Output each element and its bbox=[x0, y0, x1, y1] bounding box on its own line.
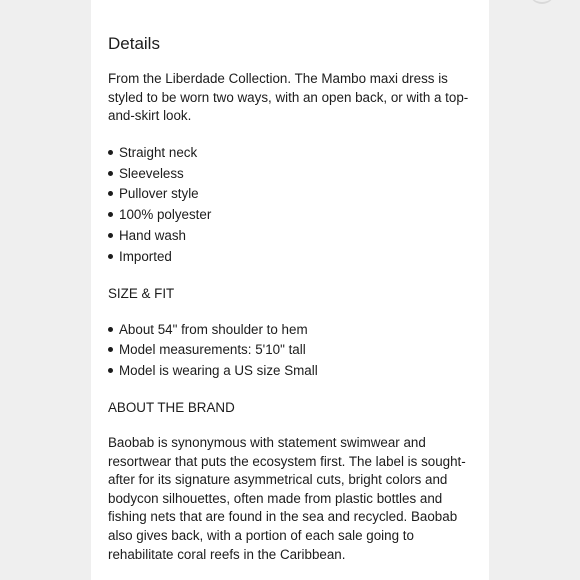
feature-text: Pullover style bbox=[119, 186, 199, 202]
size-fit-list bbox=[108, 320, 478, 382]
bullet-icon bbox=[108, 212, 113, 217]
list-item bbox=[108, 247, 478, 268]
size-fit-heading: SIZE & FIT bbox=[108, 285, 175, 301]
feature-text: Hand wash bbox=[119, 227, 186, 243]
details-content bbox=[108, 34, 478, 564]
list-item bbox=[108, 226, 478, 247]
size-fit-text: Model is wearing a US size Small bbox=[119, 363, 318, 379]
feature-text: Sleeveless bbox=[119, 165, 184, 181]
list-item bbox=[108, 340, 478, 361]
bullet-icon bbox=[108, 191, 113, 196]
details-heading: Details bbox=[108, 34, 160, 53]
bullet-icon bbox=[108, 327, 113, 332]
feature-list bbox=[108, 143, 478, 268]
bullet-icon bbox=[108, 254, 113, 259]
bullet-icon bbox=[108, 368, 113, 373]
list-item bbox=[108, 361, 478, 382]
list-item bbox=[108, 320, 478, 341]
feature-text: Imported bbox=[119, 248, 172, 264]
list-item bbox=[108, 164, 478, 185]
list-item bbox=[108, 184, 478, 205]
feature-text: 100% polyester bbox=[119, 207, 212, 223]
list-item bbox=[108, 143, 478, 164]
partial-control-arc bbox=[529, 0, 555, 4]
bullet-icon bbox=[108, 347, 113, 352]
brand-description: Baobab is synonymous with statement swimwear and resortwear that puts the ecosystem first. The label is sought-after for its signature asymmetrical cuts, bright colors and bodycon silhouettes, often made from plastic bottles and fishing nets that are found in the sea and recycled. Baobab also gives back, with a portion of each sale going to rehabilitate coral reefs in the Caribbean. bbox=[108, 434, 466, 562]
about-brand-heading: ABOUT THE BRAND bbox=[108, 399, 235, 415]
list-item bbox=[108, 205, 478, 226]
size-fit-text: Model measurements: 5'10" tall bbox=[119, 342, 306, 358]
product-description: From the Liberdade Collection. The Mambo maxi dress is styled to be worn two ways, with an open back, or with a top-and-skirt look. bbox=[108, 71, 469, 124]
bullet-icon bbox=[108, 233, 113, 238]
size-fit-text: About 54" from shoulder to hem bbox=[119, 321, 308, 337]
feature-text: Straight neck bbox=[119, 144, 198, 160]
bullet-icon bbox=[108, 171, 113, 176]
bullet-icon bbox=[108, 150, 113, 155]
